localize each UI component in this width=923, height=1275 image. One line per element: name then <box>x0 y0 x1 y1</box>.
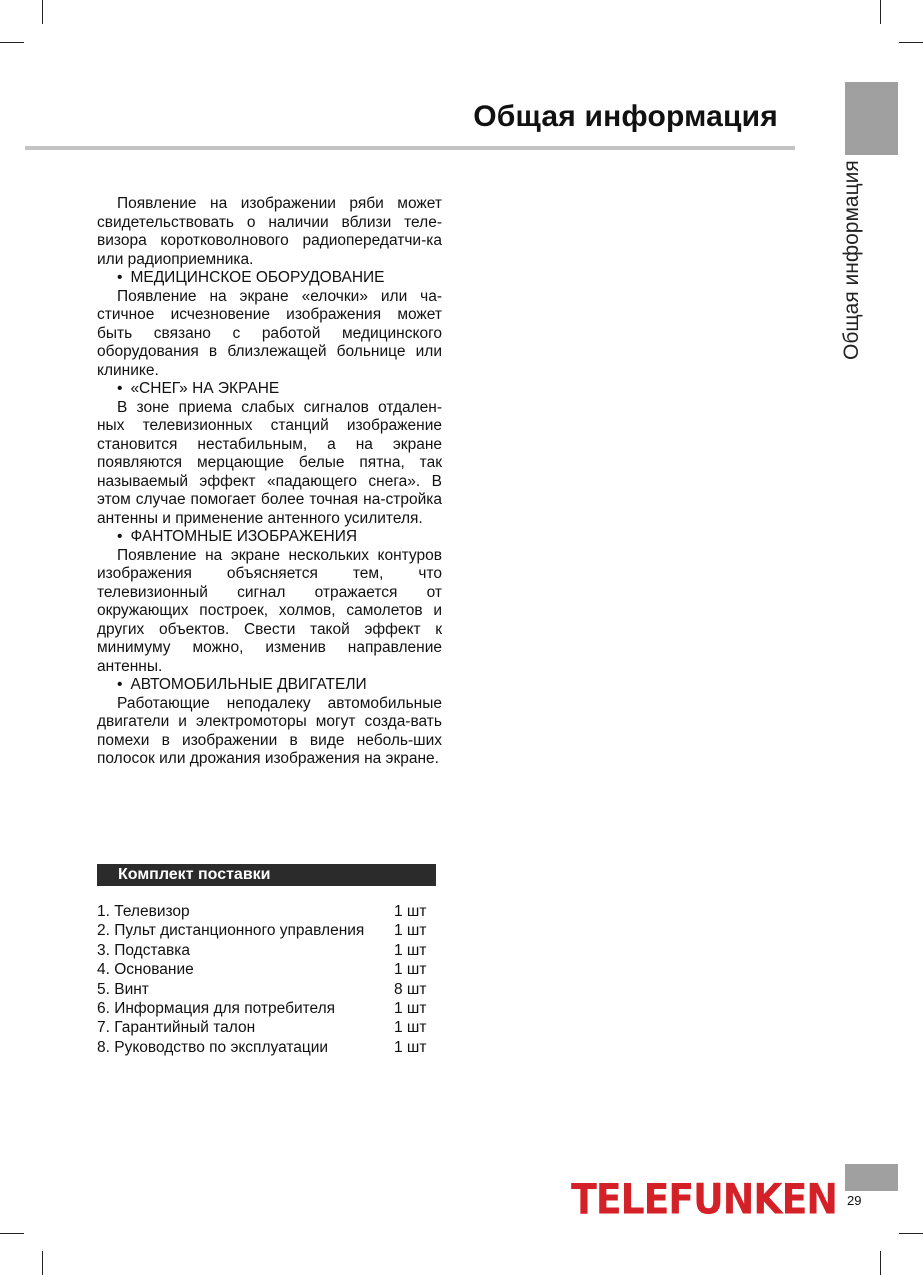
crop-mark <box>899 1233 923 1234</box>
kit-item-name: 2. Пульт дистанционного управления <box>97 922 365 940</box>
kit-item <box>97 960 427 979</box>
crop-mark <box>42 0 43 24</box>
kit-item-qty: 1 шт <box>394 903 427 920</box>
intro-paragraph: Появление на изображении ряби может свидетельствовать о наличии вблизи теле-визора коротковолнового радиопередатчи-ка или радиоприемника. <box>97 195 442 268</box>
telefunken-logo: TELEFUNKEN <box>571 1175 837 1224</box>
kit-item-qty: 1 шт <box>394 1019 427 1037</box>
section-paragraph: Появление на экране нескольких контуров изображения объясняется тем, что телевизионный сигнал отражается от окружающих построек, холмов, самолетов и других объектов. Свести такой эффект к минимуму можно, изменив направление антенны. <box>97 546 442 675</box>
kit-item <box>97 902 427 921</box>
kit-section-header: Комплект поставки <box>97 864 436 886</box>
section-heading: • АВТОМОБИЛЬНЫЕ ДВИГАТЕЛИ <box>97 676 442 695</box>
section-heading: • МЕДИЦИНСКОЕ ОБОРУДОВАНИЕ <box>97 269 442 288</box>
kit-item <box>97 941 427 960</box>
kit-item-qty: 1 шт <box>394 1000 427 1018</box>
section-paragraph: Работающие неподалеку автомобильные двигатели и электромоторы могут созда-вать помехи в изображении в виде неболь-ших полосок или дрожания изображения на экране. <box>97 694 442 767</box>
crop-mark <box>880 0 881 24</box>
kit-item-name: 3. Подставка <box>97 941 190 959</box>
side-section-label: Общая информация <box>840 160 863 360</box>
kit-item <box>97 1018 427 1037</box>
kit-item-qty: 1 шт <box>394 941 427 959</box>
kit-item-qty: 1 шт <box>394 1038 427 1056</box>
kit-item-name: 6. Информация для потребителя <box>97 1000 336 1018</box>
crop-mark <box>880 1251 881 1275</box>
kit-item <box>97 921 427 940</box>
body-text <box>97 195 442 769</box>
section-paragraph: В зоне приема слабых сигналов отдален-ных телевизионных станций изображение становится нестабильным, а на экране появляются мерцающие белые пятна, так называемый эффект «падающего снега». В этом случае помогает более точная на-стройка антенны и применение антенного усилителя. <box>97 398 442 527</box>
page-title: Общая информация <box>473 100 778 133</box>
kit-item <box>97 999 427 1018</box>
crop-mark <box>0 42 24 43</box>
kit-item-qty: 1 шт <box>394 922 427 940</box>
kit-item <box>97 1038 427 1057</box>
crop-mark <box>899 42 923 43</box>
kit-item-name: 7. Гарантийный талон <box>97 1019 256 1037</box>
kit-item <box>97 980 427 999</box>
kit-item-qty: 1 шт <box>394 961 427 979</box>
kit-item-name: 1. Телевизор <box>97 903 190 920</box>
side-tab-block <box>845 82 898 155</box>
crop-mark <box>42 1251 43 1275</box>
page-number: 29 <box>847 1193 862 1208</box>
kit-item-name: 4. Основание <box>97 961 194 979</box>
section-heading: • «СНЕГ» НА ЭКРАНЕ <box>97 380 442 399</box>
kit-item-name: 5. Винт <box>97 980 149 998</box>
kit-list <box>97 902 427 1057</box>
section-paragraph: Появление на экране «елочки» или ча-стичное исчезновение изображения может быть связано с работой медицинского оборудования в близлежащей больнице или клинике. <box>97 287 442 379</box>
crop-mark <box>0 1233 24 1234</box>
section-heading: • ФАНТОМНЫЕ ИЗОБРАЖЕНИЯ <box>97 528 442 547</box>
page-number-block <box>845 1164 898 1191</box>
title-rule <box>25 146 795 150</box>
kit-item-qty: 8 шт <box>394 980 427 998</box>
kit-item-name: 8. Руководство по эксплуатации <box>97 1038 329 1056</box>
